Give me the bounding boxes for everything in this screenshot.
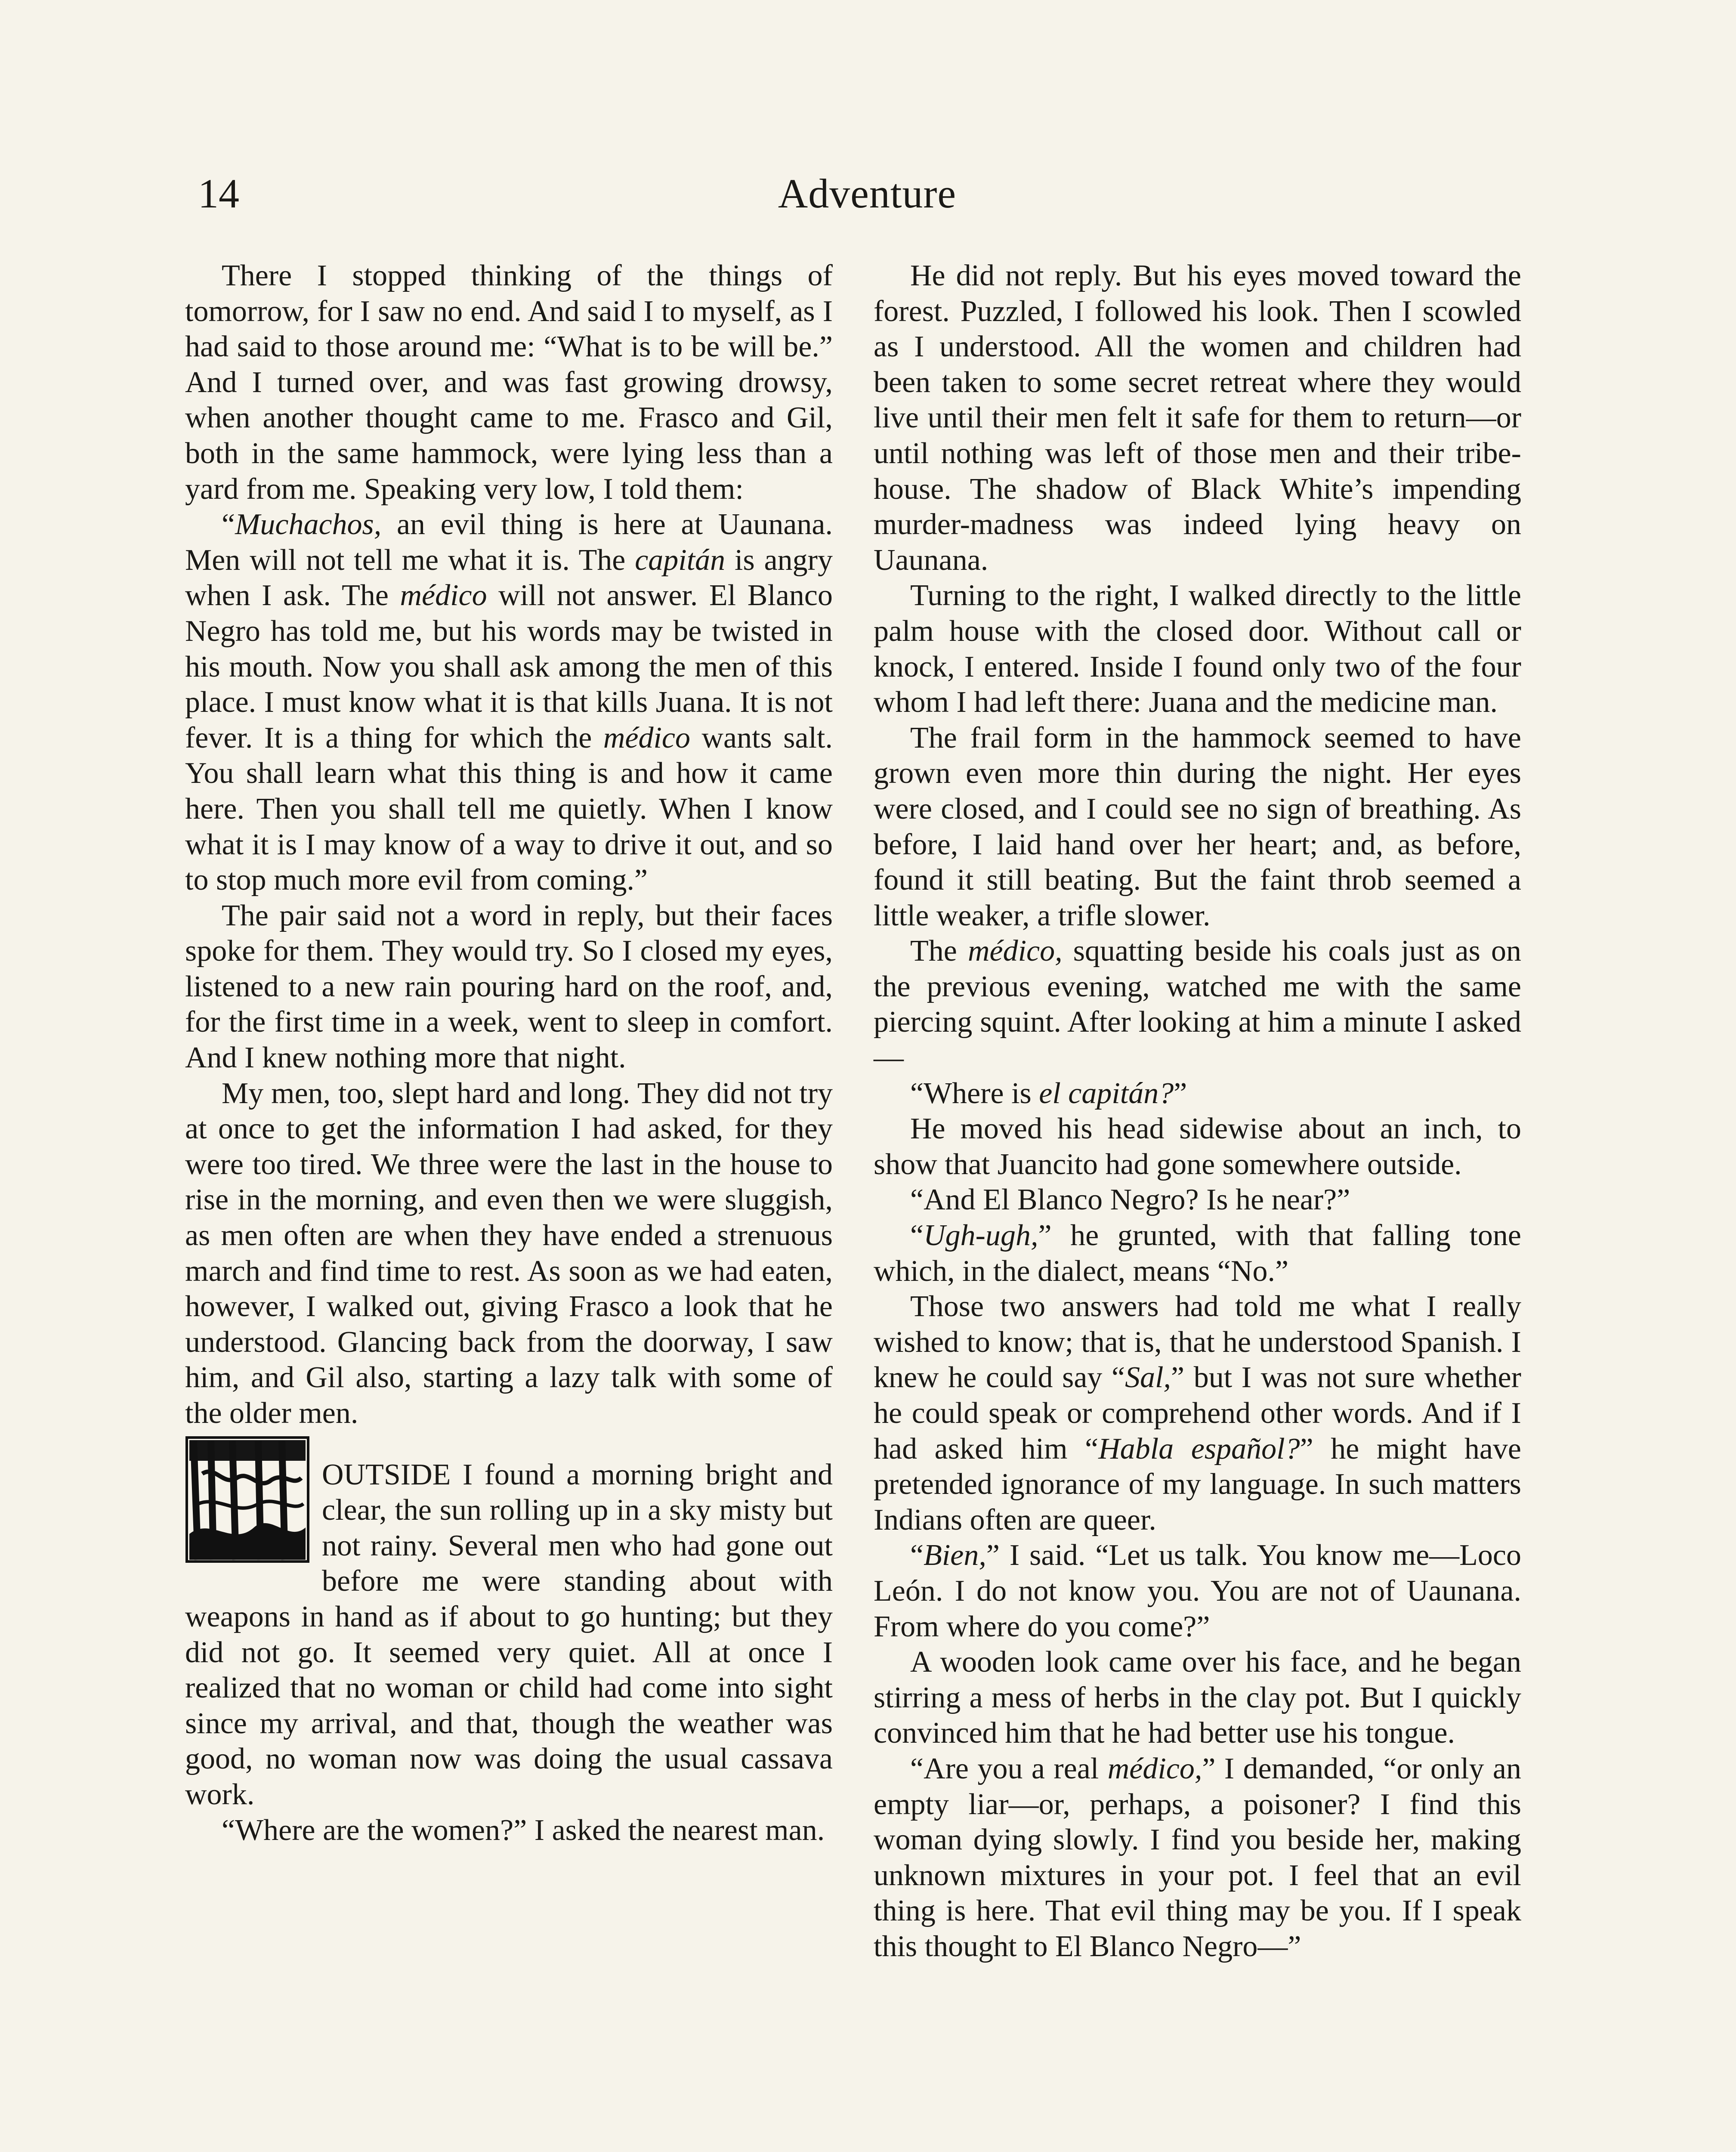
paragraph: “And El Blanco Negro? Is he near?” [910,1183,1350,1217]
paragraph: Those two answers had told me what I really wished to know; that is, that he understood Spanish. I knew he could say “Sal,” but I was not sure whether he could speak or comprehend other words. And if I had asked him “Habla español?” he might have pretended ignorance of my language. In such matters Indians often are queer. [874,1290,1521,1537]
paragraph: He did not reply. But his eyes moved toward the forest. Puzzled, I followed his look. Then I scowled as I understood. All the women and children had been taken to some secret retreat where they would live until their men felt it safe for them to return—or until nothing was left of those men and their tribe-house. The shadow of Black White’s impending murder-madness was indeed lying heavy on Uaunana. [874,259,1521,577]
paragraph: A wooden look came over his face, and he began stirring a mess of herbs in the clay pot. But I quickly convinced him that he had better use his tongue. [874,1645,1521,1750]
page-number: 14 [198,170,239,216]
running-title: Adventure [778,170,957,216]
page-header [189,164,1545,224]
paragraph: Turning to the right, I walked directly to the little palm house with the closed door. Without call or knock, I entered. Inside I found only two of the four whom I had left there: Juana and the medicine man. [874,579,1521,719]
paragraph: “Where are the women?” I asked the nearest man. [222,1813,825,1847]
paragraph: “Bien,” I said. “Let us talk. You know me—Loco León. I do not know you. You are not of Uaunana. From where do you come?” [874,1539,1521,1643]
paragraph: “Muchachos, an evil thing is here at Uaunana. Men will not tell me what it is. The capitán is angry when I ask. The médico will not answer. El Blanco Negro has told me, but his words may be twisted in his mouth. Now you shall ask among the men of this place. I must know what it is that kills Juana. It is not fever. It is a thing for which the médico wants salt. You shall learn what this thing is and how it came here. Then you shall tell me quietly. When I know what it is I may know of a way to drive it out, and so to stop much more evil from coming.” [185,508,833,897]
paragraph: The médico, squatting beside his coals just as on the previous evening, watched me with the same piercing squint. After looking at him a minute I asked— [874,934,1522,1075]
paragraph: The pair said not a word in reply, but their faces spoke for them. They would try. So I closed my eyes, listened to a new rain pouring hard on the roof, and, for the first time in a week, went to sleep in comfort. And I knew nothing more that night. [185,899,833,1075]
paragraph: “Where is el capitán?” [910,1076,1187,1110]
right-column [874,258,1521,1965]
paragraph: “Are you a real médico,” I demanded, “or only an empty liar—or, perhaps, a poisoner? I find this woman dying slowly. I find you beside her, making unknown mixtures in your pot. I feel that an evil thing is here. That evil thing may be you. If I speak this thought to El Blanco Negro—” [874,1752,1522,1963]
woodcut-forest-icon [185,1435,310,1564]
paragraph: There I stopped thinking of the things of tomorrow, for I saw no end. And said I to myself, as I had said to those around me: “What is to be will be.” And I turned over, and was fast growing drowsy, when another thought came to me. Frasco and Gil, both in the same hammock, were lying less than a yard from me. Speaking very low, I told them: [185,259,833,506]
paragraph: The frail form in the hammock seemed to have grown even more thin during the night. Her eyes were closed, and I could see no sign of breathing. As before, I laid hand over her heart; and, as before, found it still beating. But the faint throb seemed a little weaker, a trifle slower. [874,721,1521,932]
paragraph: He moved his head sidewise about an inch, to show that Juancito had gone somewhere outside. [874,1112,1521,1181]
left-column [185,258,833,1848]
paragraph: OUTSIDE I found a morning bright and clear, the sun rolling up in a sky misty but not rainy. Several men who had gone out before me were standing about with weapons in hand as if about to go hunting; but they did not go. It seemed very quiet. All at once I realized that no woman or child had come into sight since my arrival, and that, though the weather was good, no woman now was doing the usual cassava work. [185,1458,833,1811]
paragraph: “Ugh-ugh,” he grunted, with that falling tone which, in the dialect, means “No.” [874,1219,1521,1288]
paragraph: My men, too, slept hard and long. They did not try at once to get the information I had asked, for they were too tired. We three were the last in the house to rise in the morning, and even then we were sluggish, as men often are when they have ended a strenuous march and find time to rest. As soon as we had eaten, however, I walked out, giving Frasco a look that he understood. Glancing back from the doorway, I saw him, and Gil also, starting a lazy talk with some of the older men. [185,1076,833,1430]
